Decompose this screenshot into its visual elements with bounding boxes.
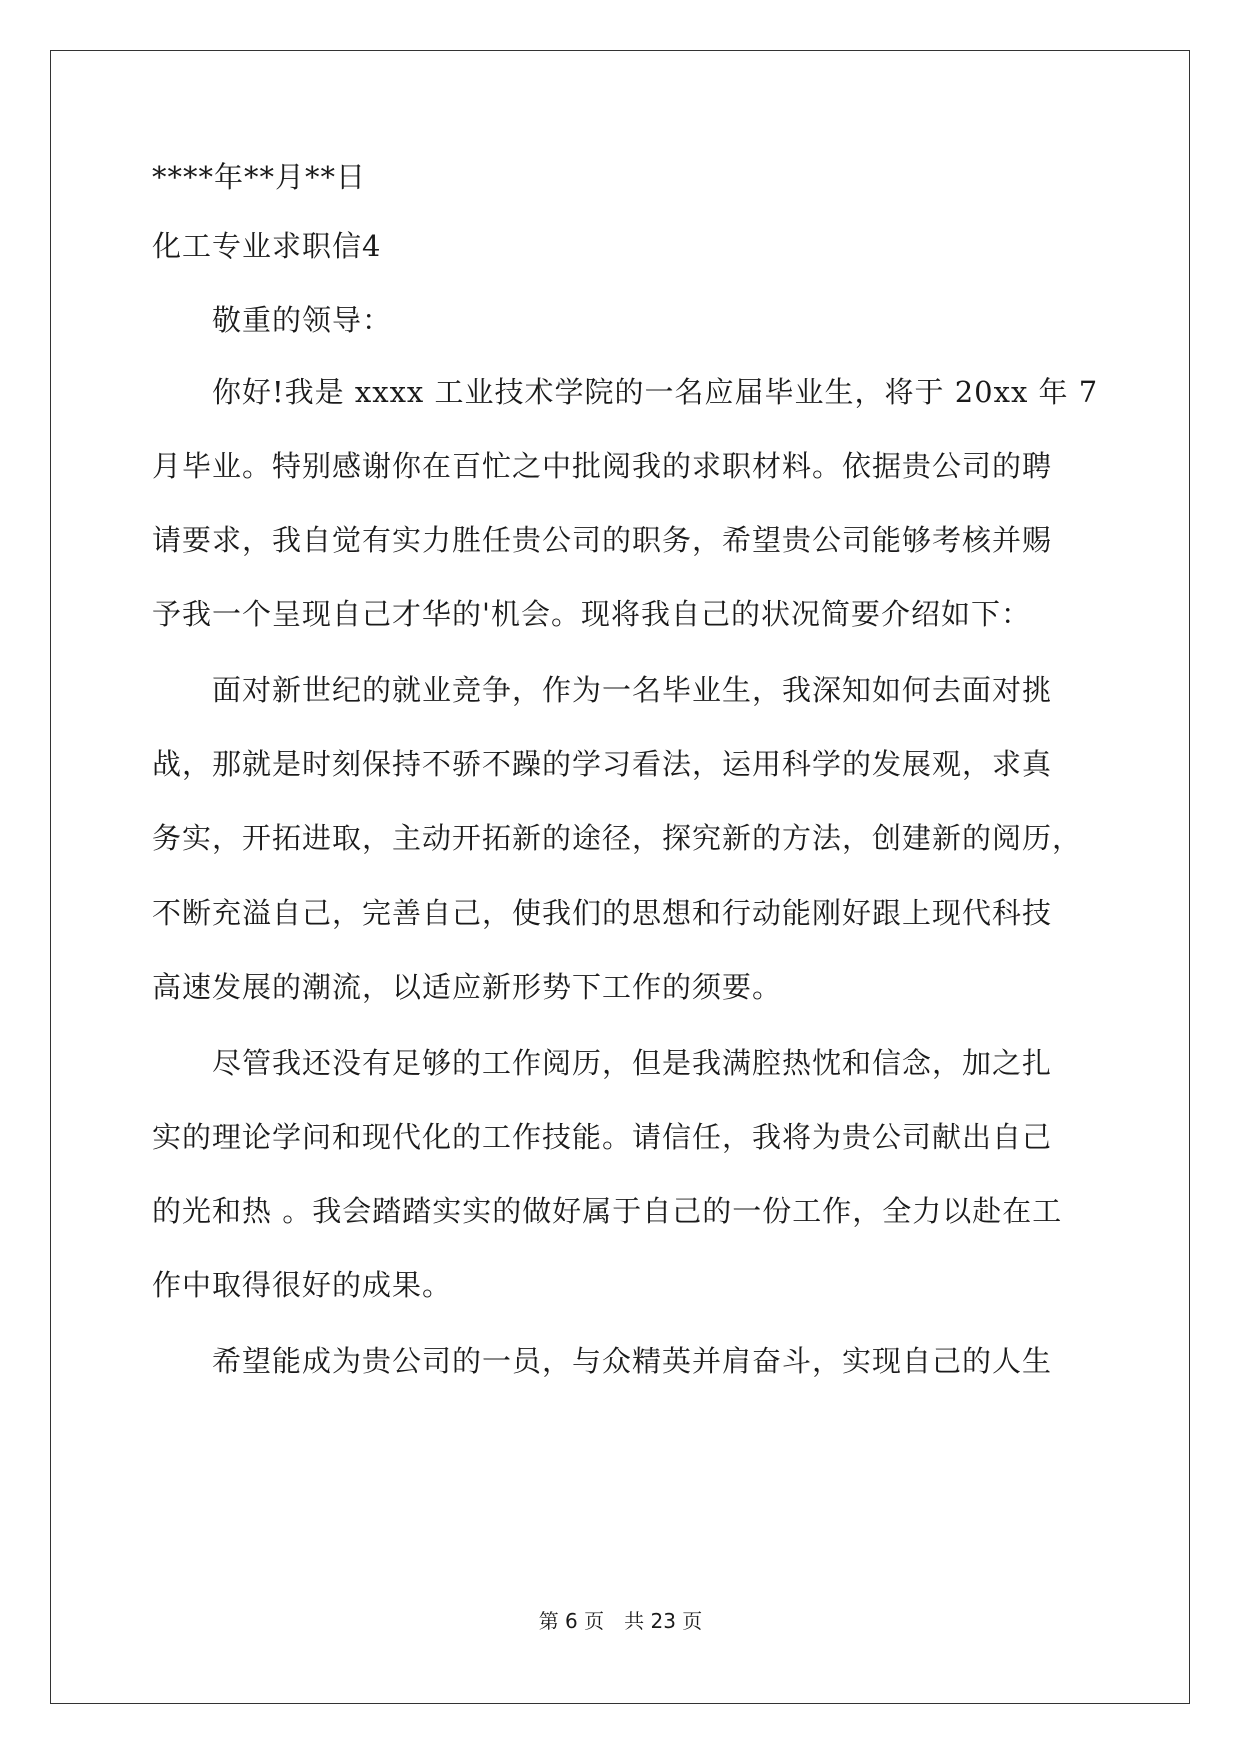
page-border xyxy=(50,50,1190,1704)
body-line: 实的理论学问和现代化的工作技能。请信任，我将为贵公司献出自己 xyxy=(152,1120,1053,1154)
body-line: 作中取得很好的成果。 xyxy=(152,1268,453,1302)
letter-heading: 化工专业求职信4 xyxy=(152,229,382,263)
body-line: 的光和热 。我会踏踏实实的做好属于自己的一份工作，全力以赴在工 xyxy=(152,1194,1063,1228)
body-line: 月毕业。特别感谢你在百忙之中批阅我的求职材料。依据贵公司的聘 xyxy=(152,449,1053,483)
body-line: 尽管我还没有足够的工作阅历，但是我满腔热忱和信念，加之扎 xyxy=(212,1046,1053,1080)
body-line: 希望能成为贵公司的一员，与众精英并肩奋斗，实现自己的人生 xyxy=(212,1344,1053,1378)
body-line: 面对新世纪的就业竞争，作为一名毕业生，我深知如何去面对挑 xyxy=(212,673,1053,707)
body-line: 高速发展的潮流，以适应新形势下工作的须要。 xyxy=(152,970,783,1004)
page-number: 第 6 页 共 23 页 xyxy=(538,1609,703,1633)
body-line: 务实，开拓进取，主动开拓新的途径，探究新的方法，创建新的阅历， xyxy=(152,821,1083,855)
body-line: 战，那就是时刻保持不骄不躁的学习看法，运用科学的发展观，求真 xyxy=(152,747,1053,781)
date-line: ****年**月**日 xyxy=(152,160,367,194)
salutation: 敬重的领导： xyxy=(212,303,393,337)
body-line: 不断充溢自己，完善自己，使我们的思想和行动能刚好跟上现代科技 xyxy=(152,896,1053,930)
body-line: 你好!我是 xxxx 工业技术学院的一名应届毕业生，将于 20xx 年 7 xyxy=(212,375,1099,409)
body-line: 请要求，我自觉有实力胜任贵公司的职务，希望贵公司能够考核并赐 xyxy=(152,523,1053,557)
body-line: 予我一个呈现自己才华的'机会。现将我自己的状况简要介绍如下： xyxy=(152,597,1031,631)
